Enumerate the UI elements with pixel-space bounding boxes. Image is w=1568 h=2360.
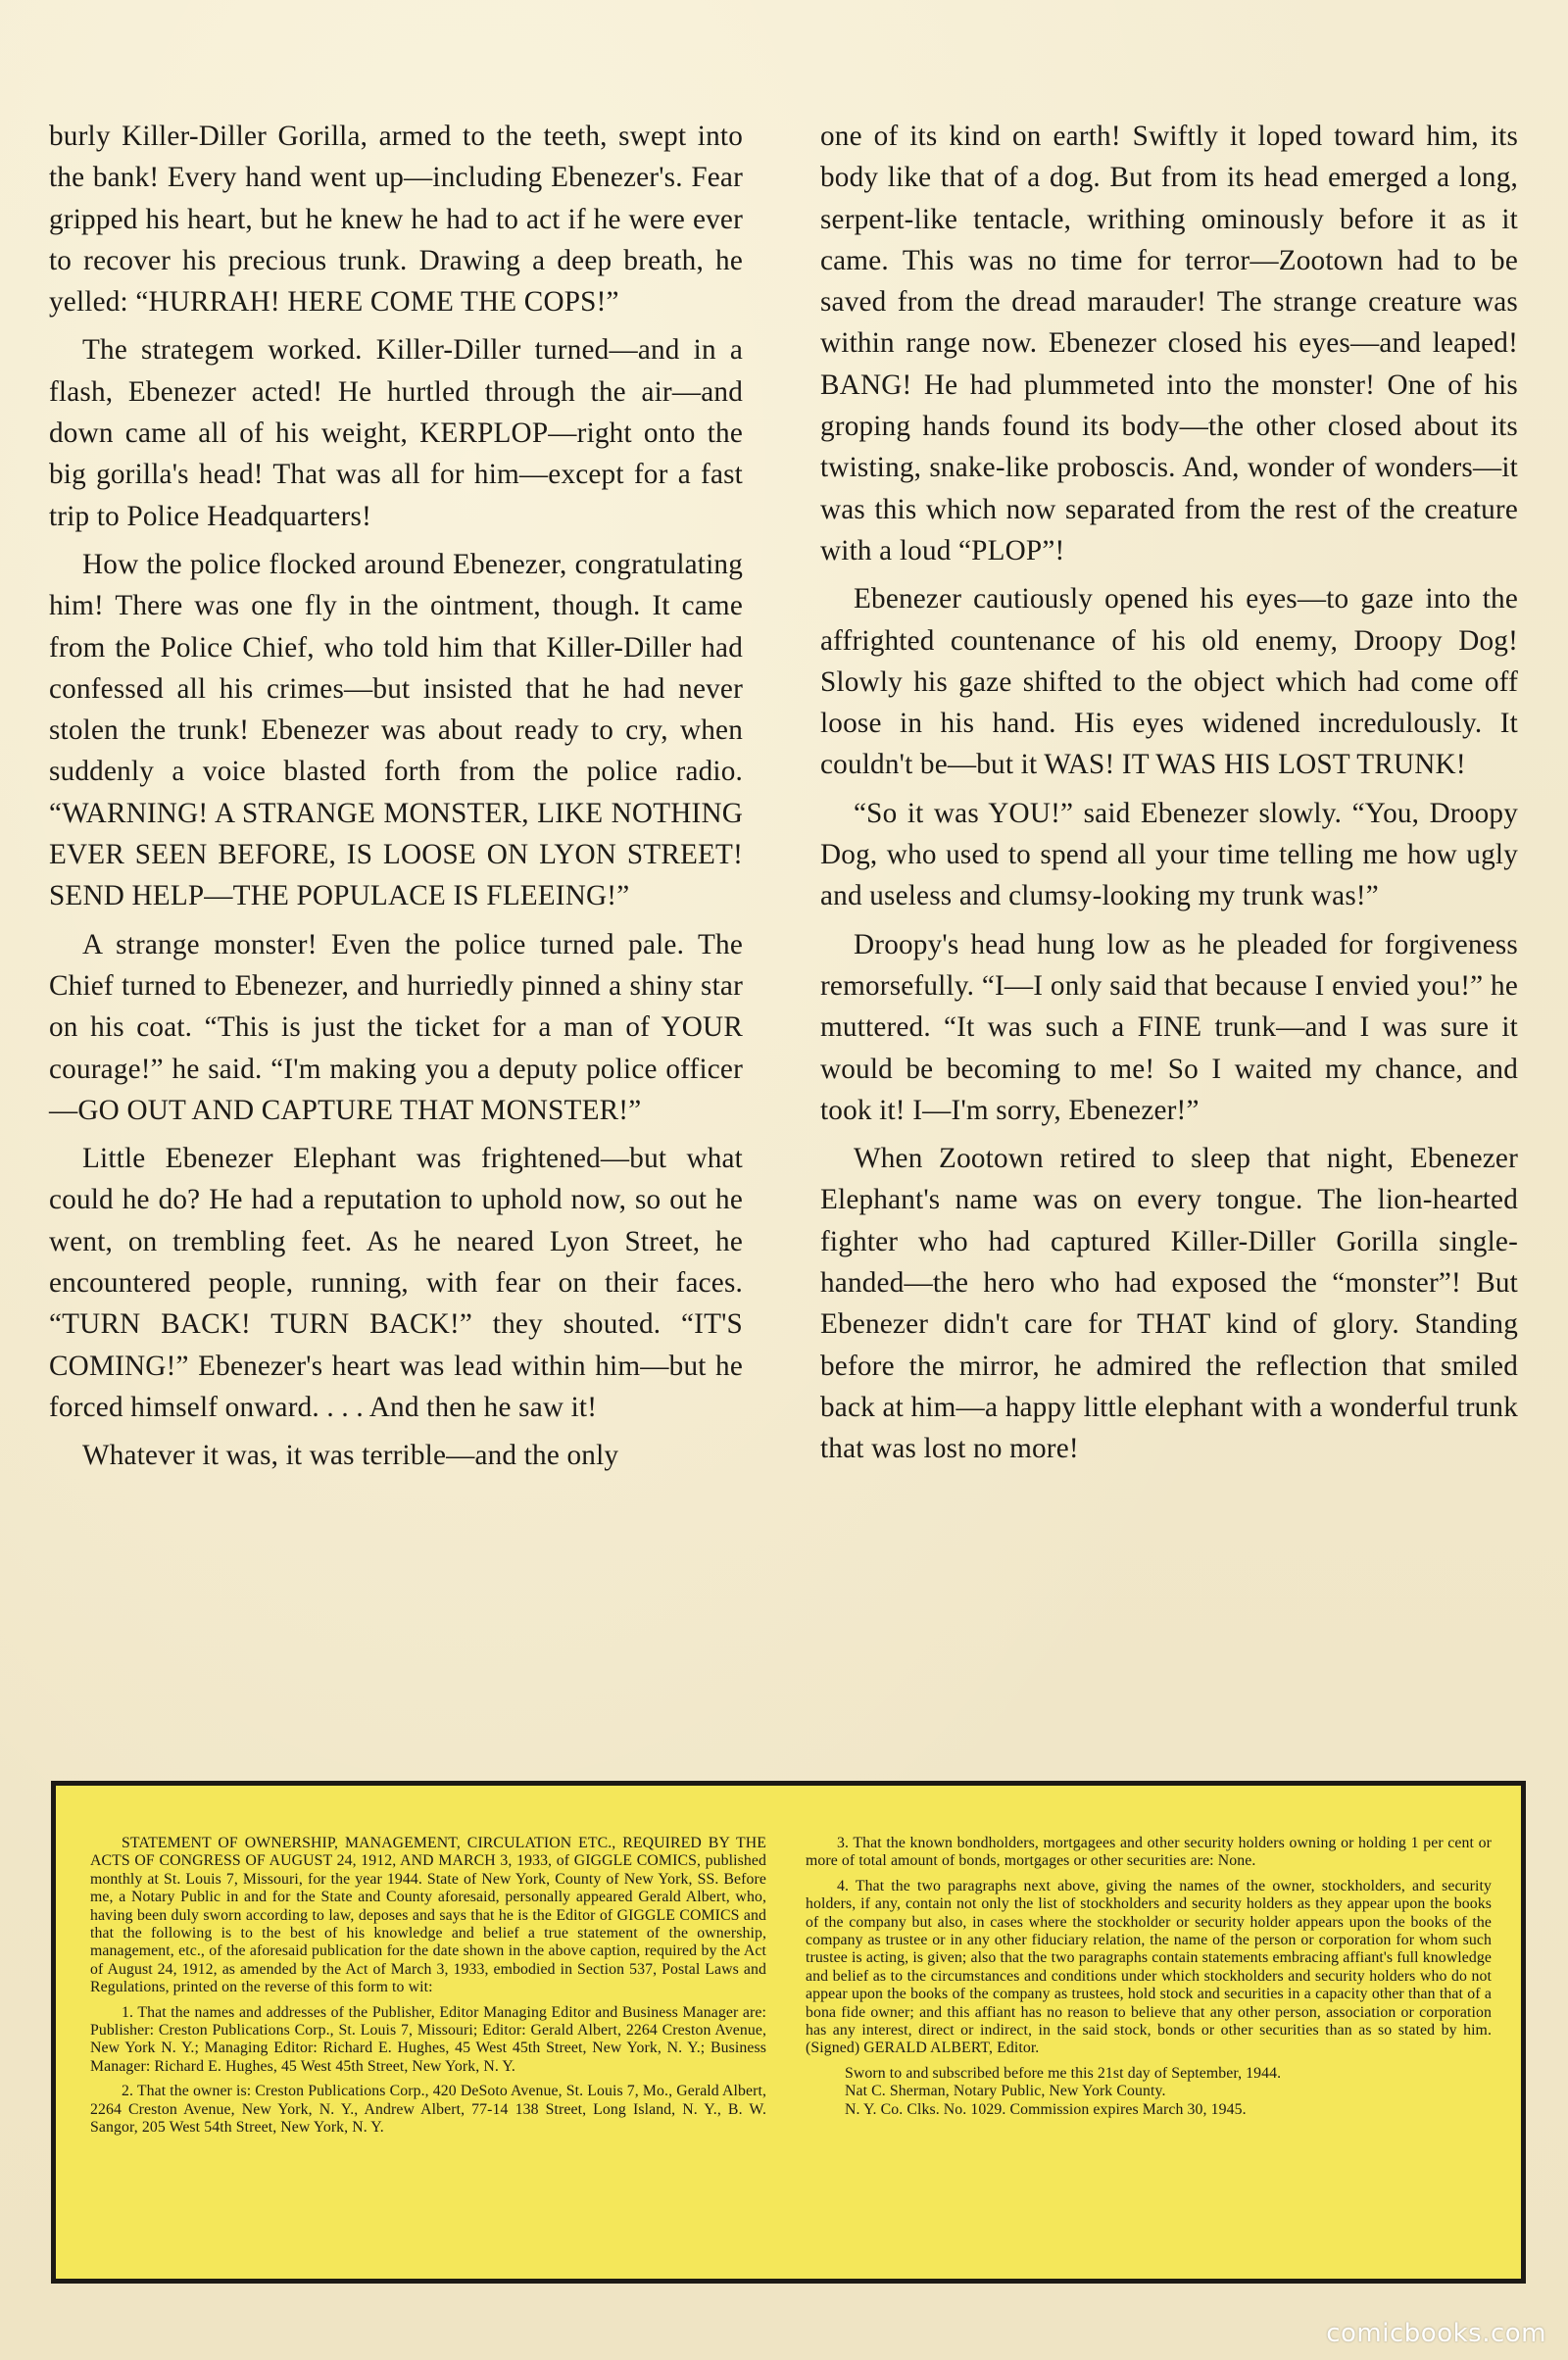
- commission-line: N. Y. Co. Clks. No. 1029. Commission expires March 30, 1945.: [845, 2100, 1247, 2118]
- statement-paragraph: STATEMENT OF OWNERSHIP, MANAGEMENT, CIRCULATION ETC., REQUIRED BY THE ACTS OF CONGRESS OF AUGUST 24, 1912, AND MARCH 3, 1933, of GIGGLE COMICS, published monthly at St. Louis 7, Missouri, for the year 1944. State of New York, County of New York, SS. Before me, a Notary Public in and for the State and County aforesaid, personally appeared Gerald Albert, who, having been duly sworn according to law, deposes and says that he is the Editor of GIGGLE COMICS and that the following is to the best of his knowledge and belief a true statement of the ownership, management, etc., of the aforesaid publication for the date shown in the above caption, required by the Act of August 24, 1912, as amended by the Act of March 3, 1933, embodied in Section 537, Postal Laws and Regulations, printed on the reverse of this form to wit:: [90, 1835, 766, 1996]
- story-paragraph: Ebenezer cautiously opened his eyes—to gaze into the affrighted countenance of his old enemy, Droopy Dog! Slowly his gaze shifted to the object which had come off loose in his hand. His eyes widened incredulously. It couldn't be—but it WAS! IT WAS HIS LOST TRUNK!: [820, 583, 1518, 781]
- story-column-left: [49, 116, 743, 1484]
- story-column-right: [820, 116, 1518, 1477]
- story-paragraph: Droopy's head hung low as he pleaded for forgiveness remorsefully. “I—I only said that because I envied you!” he muttered. “It was such a FINE trunk—and I was sure it would be becoming to me! So I waited my chance, and took it! I—I'm sorry, Ebenezer!”: [820, 928, 1518, 1126]
- story-paragraph: When Zootown retired to sleep that night, Ebenezer Elephant's name was on every tongue. The lion-hearted fighter who had captured Killer-Diller Gorilla single-handed—the hero who had exposed the “monster”! But Ebenezer didn't care for THAT kind of glory. Standing before the mirror, he admired the reflection that smiled back at him—a happy little elephant with a wonderful trunk that was lost no more!: [820, 1143, 1518, 1465]
- statement-column-left: [90, 1835, 766, 2144]
- story-paragraph: one of its kind on earth! Swiftly it loped toward him, its body like that of a dog. But from its head emerged a long, serpent-like tentacle, writhing ominously before it as it came. This was no time for terror—Zootown had to be saved from the dread marauder! The strange creature was within range now. Ebenezer closed his eyes—and leaped! BANG! He had plummeted into the monster! One of his groping hands found its body—the other closed about its twisting, snake-like proboscis. And, wonder of wonders—it was this which now separated from the rest of the creature with a loud “PLOP”!: [820, 121, 1518, 566]
- ownership-statement-box: [51, 1781, 1526, 2284]
- statement-paragraph: 4. That the two paragraphs next above, giving the names of the owner, stockholders, and security holders, if any, contain not only the list of stockholders and security holders as they appear upon the books of the company but also, in cases where the stockholder or security holder appears upon the books of the company as trustee or in any other fiduciary relation, the name of the person or corporation for whom such trustee is acting, is given; also that the two paragraphs contain statements embracing affiant's full knowledge and belief as to the circumstances and conditions under which stockholders and security holders who do not appear upon the books of the company as trustees, hold stock and securities in a capacity other than that of a bona fide owner; and this affiant has no reason to believe that any other person, association or corporation has any interest, direct or indirect, in the said stock, bonds or other securities than as so stated by him. (Signed) GERALD ALBERT, Editor.: [806, 1877, 1492, 2057]
- story-paragraph: Whatever it was, it was terrible—and the only: [82, 1440, 619, 1472]
- site-watermark: comicbooks.com: [1326, 2319, 1546, 2348]
- statement-column-right: [806, 1835, 1492, 2119]
- statement-paragraph: 1. That the names and addresses of the Publisher, Editor Managing Editor and Business Manager are: Publisher: Creston Publications Corp., St. Louis 7, Missouri; Editor: Gerald Albert, 2264 Creston Avenue, New York N. Y.; Managing Editor: Richard E. Hughes, 45 West 45th Street, New York, N. Y.; Business Manager: Richard E. Hughes, 45 West 45th Street, New York, N. Y.: [90, 2003, 766, 2075]
- story-paragraph: How the police flocked around Ebenezer, congratulating him! There was one fly in the ointment, though. It came from the Police Chief, who told him that Killer-Diller had confessed all his crimes—but insisted that he had never stolen the trunk! Ebenezer was about ready to cry, when suddenly a voice blasted forth from the police radio. “WARNING! A STRANGE MONSTER, LIKE NOTHING EVER SEEN BEFORE, IS LOOSE ON LYON STREET! SEND HELP—THE POPULACE IS FLEEING!”: [49, 548, 743, 912]
- statement-paragraph: 3. That the known bondholders, mortgagees and other security holders owning or holding 1 per cent or more of total amount of bonds, mortgages or other securities are: None.: [806, 1835, 1492, 1870]
- story-paragraph: The strategem worked. Killer-Diller turned—and in a flash, Ebenezer acted! He hurtled through the air—and down came all of his weight, KERPLOP—right onto the big gorilla's head! That was all for him—except for a fast trip to Police Headquarters!: [49, 334, 743, 532]
- notary-line: Nat C. Sherman, Notary Public, New York County.: [845, 2083, 1166, 2100]
- sworn-line: Sworn to and subscribed before me this 21st day of September, 1944.: [845, 2064, 1282, 2082]
- story-paragraph: “So it was YOU!” said Ebenezer slowly. “You, Droopy Dog, who used to spend all your time telling me how ugly and useless and clumsy-looking my trunk was!”: [820, 797, 1518, 912]
- statement-paragraph: 2. That the owner is: Creston Publications Corp., 420 DeSoto Avenue, St. Louis 7, Mo., Gerald Albert, 2264 Creston Avenue, New York, N. Y., Andrew Albert, 77-14 138 Street, Long Island, N. Y., B. W. Sangor, 205 West 54th Street, New York, N. Y.: [90, 2083, 766, 2137]
- story-paragraph: A strange monster! Even the police turned pale. The Chief turned to Ebenezer, and hurriedly pinned a shiny star on his coat. “This is just the ticket for a man of YOUR courage!” he said. “I'm making you a deputy police officer—GO OUT AND CAPTURE THAT MONSTER!”: [49, 928, 743, 1126]
- story-paragraph: Little Ebenezer Elephant was frightened—but what could he do? He had a reputation to uphold now, so out he went, on trembling feet. As he neared Lyon Street, he encountered people, running, with fear on their faces. “TURN BACK! TURN BACK!” they shouted. “IT'S COMING!” Ebenezer's heart was lead within him—but he forced himself onward. . . . And then he saw it!: [49, 1143, 743, 1423]
- story-paragraph: burly Killer-Diller Gorilla, armed to the teeth, swept into the bank! Every hand went up—including Ebenezer's. Fear gripped his heart, but he knew he had to act if he were ever to recover his precious trunk. Drawing a deep breath, he yelled: “HURRAH! HERE COME THE COPS!”: [49, 121, 743, 319]
